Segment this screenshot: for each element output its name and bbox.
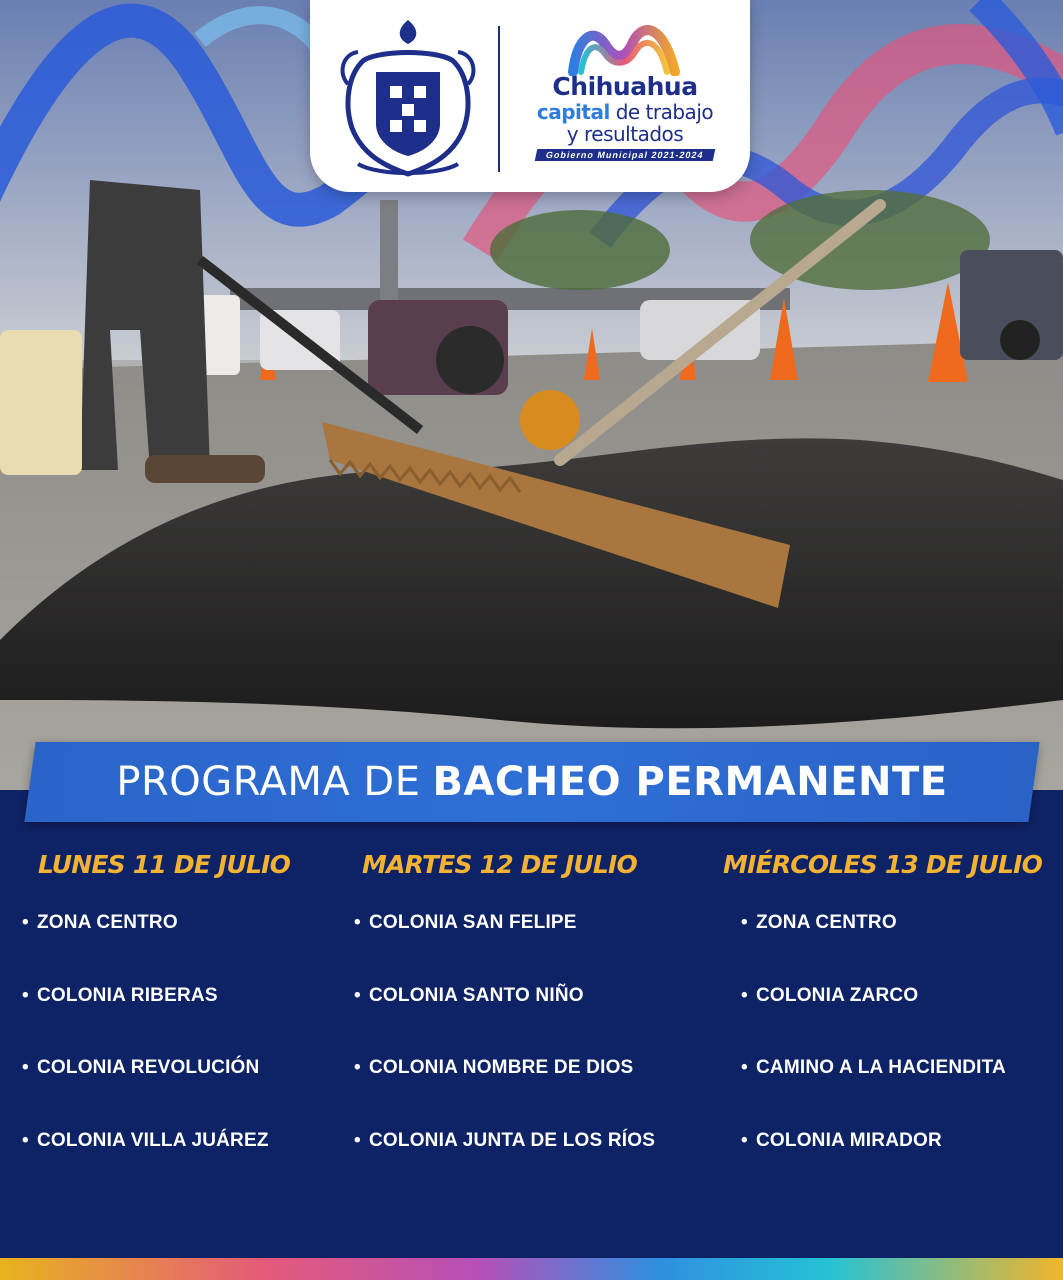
list-item-label: ZONA CENTRO xyxy=(37,912,178,933)
list-item xyxy=(22,1057,290,1130)
list-item-label: CAMINO A LA HACIENDITA xyxy=(756,1057,1006,1078)
day-heading: MIÉRCOLES 13 DE JULIO xyxy=(723,850,1043,879)
rainbow-strip xyxy=(0,1258,1063,1280)
list-item-label: COLONIA RIBERAS xyxy=(37,984,218,1006)
list-item-label: COLONIA NOMBRE DE DIOS xyxy=(369,1057,634,1078)
bullet-dot-icon: • xyxy=(354,1129,361,1151)
bullet-dot-icon: • xyxy=(741,912,748,933)
list-item-label: COLONIA SAN FELIPE xyxy=(369,912,577,933)
list-item-label: COLONIA SANTO NIÑO xyxy=(369,984,584,1006)
title-light: PROGRAMA DE xyxy=(116,759,421,805)
day-heading: MARTES 12 DE JULIO xyxy=(362,850,637,879)
list-item xyxy=(22,1130,290,1203)
brand-slogan-line-2: y resultados xyxy=(566,122,684,146)
list-item xyxy=(22,985,290,1058)
brand-slogan-rest: de trabajo xyxy=(615,100,714,124)
list-item xyxy=(354,985,655,1058)
list-item-label: COLONIA ZARCO xyxy=(756,984,919,1006)
bullet-dot-icon: • xyxy=(354,984,361,1006)
bullet-dot-icon: • xyxy=(741,1057,748,1078)
list-item-label: COLONIA MIRADOR xyxy=(756,1129,942,1151)
list-item xyxy=(354,1130,655,1203)
bullet-dot-icon: • xyxy=(354,912,361,933)
chihuahua-brand-wave-icon xyxy=(567,18,683,76)
day-column-lunes xyxy=(22,840,291,1202)
brand-tagline: Gobierno Municipal 2021-2024 xyxy=(535,149,715,161)
day-list xyxy=(741,912,1042,1202)
bullet-dot-icon: • xyxy=(741,1129,748,1151)
municipal-crest-icon xyxy=(338,14,478,182)
list-item-label: COLONIA VILLA JUÁREZ xyxy=(37,1129,269,1151)
bullet-dot-icon: • xyxy=(22,984,29,1006)
day-list xyxy=(22,912,290,1202)
list-item-label: ZONA CENTRO xyxy=(756,912,897,933)
brand-title: Chihuahua xyxy=(552,72,698,101)
schedule xyxy=(0,840,1063,1240)
logo-card xyxy=(310,0,750,192)
list-item xyxy=(741,985,1042,1058)
list-item xyxy=(354,1057,655,1130)
bullet-dot-icon: • xyxy=(354,1057,361,1078)
list-item xyxy=(741,912,1042,985)
list-item xyxy=(22,912,290,985)
day-column-miercoles xyxy=(723,840,1042,1202)
list-item xyxy=(354,912,655,985)
day-list xyxy=(354,912,655,1202)
list-item-label: COLONIA JUNTA DE LOS RÍOS xyxy=(369,1129,656,1151)
list-item-label: COLONIA REVOLUCIÓN xyxy=(37,1057,260,1078)
day-heading: LUNES 11 DE JULIO xyxy=(38,850,291,879)
bullet-dot-icon: • xyxy=(22,1129,29,1151)
logo-divider xyxy=(498,26,500,172)
list-item xyxy=(741,1130,1042,1203)
bullet-dot-icon: • xyxy=(741,984,748,1006)
brand-block xyxy=(510,18,740,163)
brand-slogan-line-1 xyxy=(510,101,740,123)
brand-slogan-accent: capital xyxy=(536,100,610,124)
title-bold: BACHEO PERMANENTE xyxy=(432,759,948,805)
list-item xyxy=(741,1057,1042,1130)
day-column-martes xyxy=(354,840,656,1202)
title-banner-text xyxy=(30,742,1034,822)
bullet-dot-icon: • xyxy=(22,912,29,933)
bullet-dot-icon: • xyxy=(22,1057,29,1078)
